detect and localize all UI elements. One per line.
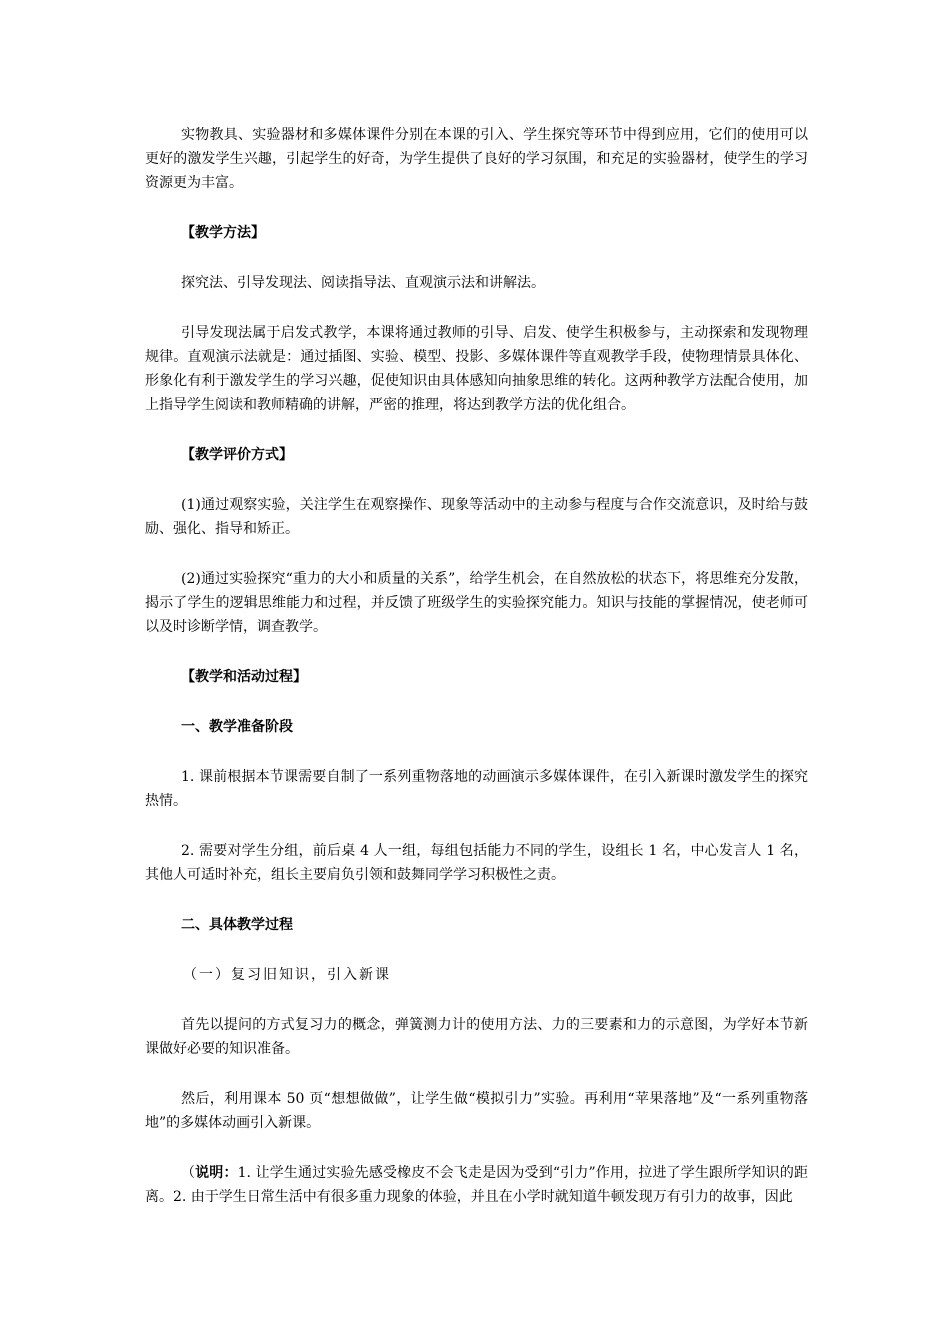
section-heading-teaching-methods: 【教学方法】	[181, 225, 265, 241]
paragraph-preparation-2: 2. 需要对学生分组，前后桌 4 人一组，每组包括能力不同的学生，设组长 1 名，中心发言人 1 名，其他人可适时补充，组长主要肩负引领和鼓舞同学学习积极性之责。	[145, 843, 808, 883]
paragraph-explanation	[145, 1161, 808, 1209]
section-heading-process: 【教学和活动过程】	[181, 669, 307, 685]
subsection-heading-review: （一）复习旧知识，引入新课	[183, 967, 391, 983]
paragraph-evaluation-1: (1)通过观察实验，关注学生在观察操作、现象等活动中的主动参与程度与合作交流意识，及时给与鼓励、强化、指导和矫正。	[145, 497, 808, 537]
paragraph-introduction: 然后，利用课本 50 页“想想做做”，让学生做“模拟引力”实验。再利用“苹果落地”及“一系列重物落地”的多媒体动画引入新课。	[145, 1091, 808, 1131]
paragraph-evaluation-2: (2)通过实验探究“重力的大小和质量的关系”，给学生机会，在自然放松的状态下，将思维充分发散，揭示了学生的逻辑思维能力和过程，并反馈了班级学生的实验探究能力。知识与技能的掌握情况，使老师可以及时诊断学情，调查教学。	[145, 571, 808, 635]
subsection-heading-preparation: 一、教学准备阶段	[181, 719, 293, 735]
paragraph-methods-list: 探究法、引导发现法、阅读指导法、直观演示法和讲解法。	[181, 275, 545, 291]
paragraph-preparation-1: 1. 课前根据本节课需要自制了一系列重物落地的动画演示多媒体课件，在引入新课时激发学生的探究热情。	[145, 769, 808, 809]
paragraph-review: 首先以提问的方式复习力的概念，弹簧测力计的使用方法、力的三要素和力的示意图，为学好本节新课做好必要的知识准备。	[145, 1017, 808, 1057]
paragraph-methods-detail: 引导发现法属于启发式教学，本课将通过教师的引导、启发、使学生积极参与，主动探索和发现物理规律。直观演示法就是：通过插图、实验、模型、投影、多媒体课件等直观教学手段，使物理情景具体化、形象化有利于激发学生的学习兴趣，促使知识由具体感知向抽象思维的转化。这两种教学方法配合使用，加上指导学生阅读和教师精确的讲解，严密的推理，将达到教学方法的优化组合。	[145, 325, 808, 413]
paragraph-teaching-aids: 实物教具、实验器材和多媒体课件分别在本课的引入、学生探究等环节中得到应用，它们的使用可以更好的激发学生兴趣，引起学生的好奇，为学生提供了良好的学习氛围，和充足的实验器材，使学生的学习资源更为丰富。	[145, 127, 808, 191]
subsection-heading-procedure: 二、具体教学过程	[181, 917, 293, 933]
explanation-body: 1. 让学生通过实验先感受橡皮不会飞走是因为受到“引力”作用，拉进了学生跟所学知识的距离。2. 由于学生日常生活中有很多重力现象的体验，并且在小学时就知道牛顿发现万有引力的故事，因此	[145, 1165, 808, 1205]
explanation-open-paren: （	[181, 1165, 196, 1181]
explanation-label: 说明：	[195, 1165, 238, 1181]
section-heading-evaluation: 【教学评价方式】	[181, 447, 293, 463]
